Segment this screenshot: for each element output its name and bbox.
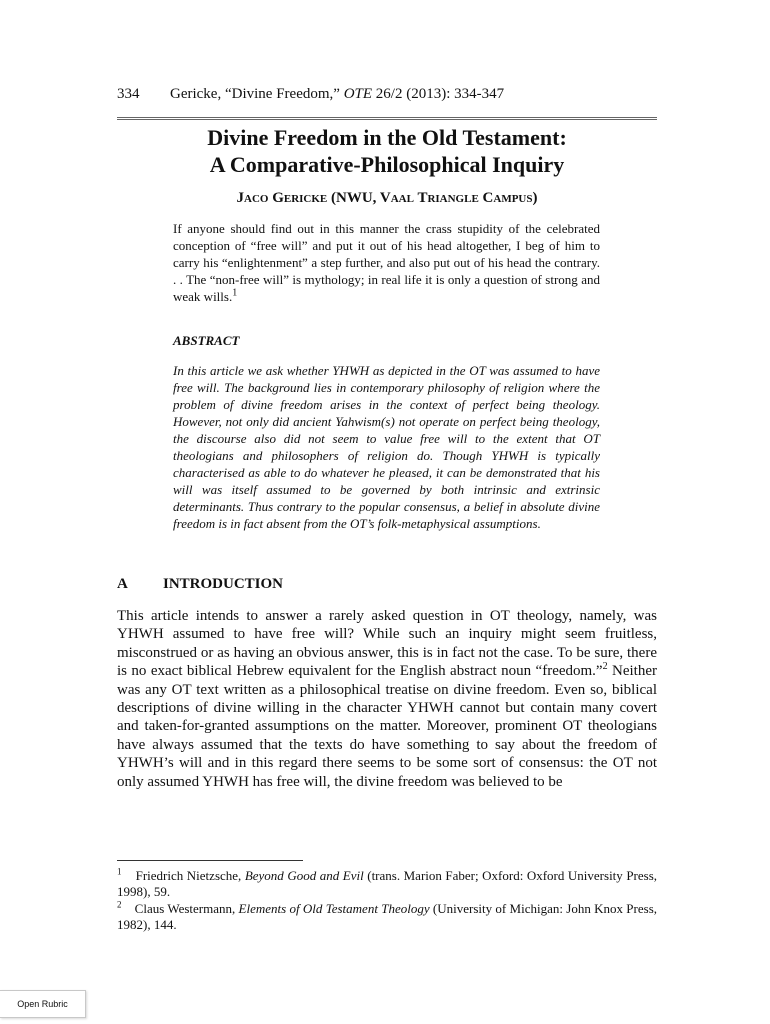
article-title [117,124,657,178]
header-rule [117,117,657,120]
abstract-text: In this article we ask whether YHWH as depicted in the OT was assumed to have free will. The background lies in contemporary philosophy of religion where the problem of divine freedom arises in the context of perfect being theology. However, not only did ancient Yahwism(s) not operate on perfect being theology, the discourse also did not seem to value free will to the extent that OT theologians and philosophers of religion do. Though YHWH is typically characterised as able to do whatever he pleased, it can be demonstrated that his will was itself assumed to be governed by both intrinsic and extrinsic determinants. Thus contrary to the popular consensus, a belief in absolute divine freedom is in fact absent from the OT’s folk-metaphysical assumptions. [173,363,600,531]
footnote-1-title: Beyond Good and Evil [244,868,364,883]
footnote-ref-2[interactable]: 2 [602,661,608,673]
footnote-2-pre: Claus Westermann, [134,901,239,916]
title-line-2: A Comparative-Philosophical Inquiry [209,152,565,177]
footnote-1-pre: Friedrich Nietzsche, [135,868,245,883]
running-header [117,86,657,103]
section-title: INTRODUCTION [163,576,284,592]
author-byline [117,190,657,207]
footnote-1-post: (trans. Marion Faber; Oxford: Oxford University Press, 1998), 59. [117,868,658,899]
section-number: A [117,576,128,592]
section-heading [117,576,283,593]
footnote-ref-1[interactable]: 1 [232,287,238,299]
footnote-1-mark: 1 [117,866,122,877]
footnote-2-title: Elements of Old Testament Theology [238,901,430,916]
title-line-1: Divine Freedom in the Old Testament: [207,125,567,150]
open-rubric-button[interactable]: Open Rubric [0,990,86,1018]
page-number: 334 [117,86,140,102]
footnote-2 [117,901,657,933]
abstract-heading: ABSTRACT [173,333,240,348]
footnotes [117,868,657,934]
epigraph-text: If anyone should find out in this manner the crass stupidity of the celebrated conception of “free will” and put it out of his head altogether, I beg of him to carry his “enlightenment” a step further, and also put out of his head the contrary. . . The “non-free will” is mythology; in real life it is only a question of strong and weak wills. [173,221,600,304]
epigraph [173,220,600,305]
running-title: Gericke, “Divine Freedom,” [170,86,344,102]
body-text-part-1: This article intends to answer a rarely asked question in OT theology, namely, was YHWH assumed to have free will? While such an inquiry might seem fruitless, misconstrued or as having an obvious answer, this is in fact not the case. To be sure, there is no exact biblical Hebrew equivalent for the English abstract noun “freedom.” [117,608,657,680]
author-name: Jaco Gericke [236,190,328,206]
footnote-1 [117,868,657,900]
body-text-part-2: Neither was any OT text written as a philosophical treatise on divine freedom. Even so, biblical descriptions of divine willing in the character YHWH cannot but contain many covert and taken-for-granted assumptions on the matter. Moreover, prominent OT theologians have always assumed that the texts do have something to say about the freedom of YHWH’s will and in this regard there seems to be some sort of consensus: the OT not only assumed YHWH has free will, the divine freedom was believed to be [117,663,657,790]
journal-name: OTE [343,86,373,102]
footnote-rule [117,860,303,861]
author-affiliation: (NWU, Vaal Triangle Campus) [327,190,538,206]
footnote-2-post: (University of Michigan: John Knox Press, 1982), 144. [117,901,658,932]
body-paragraph [117,607,657,791]
journal-citation: 26/2 (2013): 334-347 [372,86,505,102]
footnote-2-mark: 2 [117,899,122,910]
